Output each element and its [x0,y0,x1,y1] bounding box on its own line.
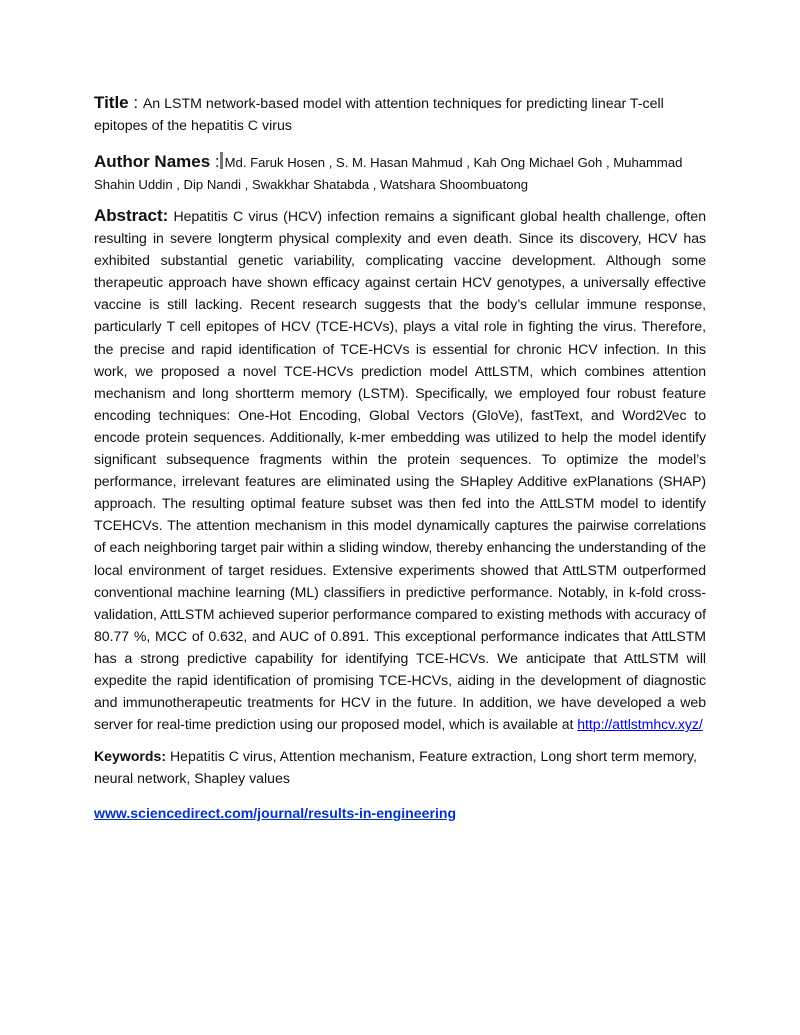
journal-link[interactable]: www.sciencedirect.com/journal/results-in-engineering [94,805,457,822]
authors-label: Author Names [94,152,211,171]
keywords-label: Keywords: [94,748,167,765]
text-cursor [220,152,223,169]
authors-text: Md. Faruk Hosen , S. M. Hasan Mahmud , Kah Ong Michael Goh , Muhammad Shahin Uddin , Dip Nandi , Swakkhar Shatabda , Watshara Shoombuatong [94,155,683,192]
document-page [94,92,706,824]
abstract-text: Hepatitis C virus (HCV) infection remains a significant global health challenge, often resulting in severe longterm physical complexity and even death. Since its discovery, HCV has exhibited substantial genetic variability, complicating vaccine development. Although some therapeutic approach have shown efficacy against certain HCV genotypes, a universally effective vaccine is still lacking. Recent research suggests that the body’s cellular immune response, particularly T cell epitopes of HCV (TCE-HCVs), plays a vital role in fighting the virus. Therefore, the precise and rapid identification of TCE-HCVs is essential for chronic HCV infection. In this work, we proposed a novel TCE-HCVs prediction model AttLSTM, which combines attention mechanism and long shortterm memory (LSTM). Specifically, we employed four robust feature encoding techniques: One-Hot Encoding, Global Vectors (GloVe), fastText, and Word2Vec to encode protein sequences. Additionally, k-mer embedding was utilized to help the model identify significant subsequence fragments within the protein sequences. To optimize the model’s performance, irrelevant features are eliminated using the SHapley Additive exPlanations (SHAP) approach. The resulting optimal feature subset was then fed into the AttLSTM model to identify TCEHCVs. The attention mechanism in this model dynamically captures the pairwise correlations of each neighboring target pair within a sliding window, thereby enhancing the understanding of the local environment of target residues. Extensive experiments showed that AttLSTM outperformed conventional machine learning (ML) classifiers in predictive performance. Notably, in k-fold cross-validation, AttLSTM achieved superior performance compared to existing methods with accuracy of 80.77 %, MCC of 0.632, and AUC of 0.891. This exceptional performance indicates that AttLSTM has a strong predictive capability for identifying TCE-HCVs. We anticipate that AttLSTM will expedite the rapid identification of promising TCE-HCVs, aiding in the development of diagnostic and immunotherapeutic treatments for HCV in the future. In addition, we have developed a web server for real-time prediction using our proposed model, which is available at [94,208,706,733]
title-paragraph [94,92,706,137]
keywords-text: Hepatitis C virus, Attention mechanism, Feature extraction, Long short term memory, neural network, Shapley values [94,748,697,787]
title-text: An LSTM network-based model with attention techniques for predicting linear T-cell epitopes of the hepatitis C virus [94,96,664,134]
abstract-paragraph [94,205,706,735]
title-label: Title [94,93,129,112]
keywords-paragraph [94,745,706,789]
title-separator: : [128,93,143,112]
web-server-link[interactable]: http://attlstmhcv.xyz/ [577,716,703,733]
abstract-label: Abstract: [94,206,169,225]
authors-separator: : [210,152,220,171]
authors-paragraph [94,151,706,196]
